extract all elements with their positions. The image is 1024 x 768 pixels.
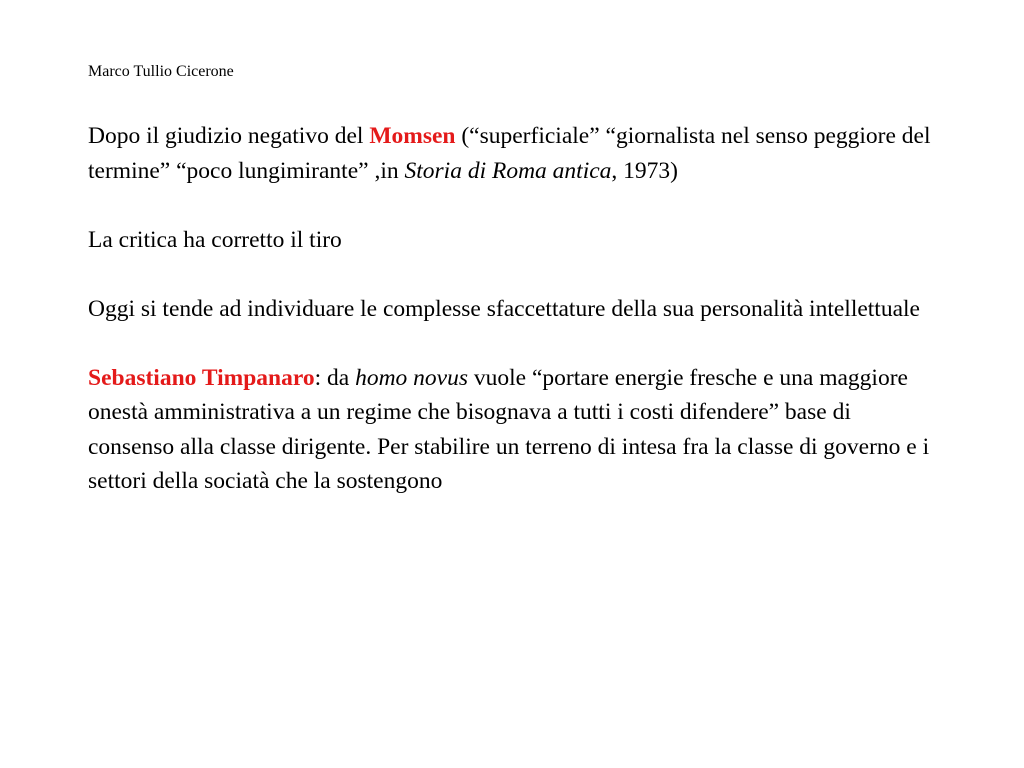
highlight-name-momsen: Momsen (369, 123, 456, 149)
slide-body (88, 119, 938, 499)
paragraph-spacer (88, 326, 938, 361)
slide-header: Marco Tullio Cicerone (88, 63, 234, 80)
paragraph-mommsen-judgement (88, 119, 938, 188)
paragraph-timpanaro (88, 361, 938, 499)
latin-term: homo novus (355, 364, 468, 391)
highlight-name-timpanaro: Sebastiano Timpanaro (88, 364, 315, 391)
book-title: Storia di Roma antica (404, 157, 612, 184)
paragraph-oggi: Oggi si tende ad individuare le complesse sfaccettature della sua personalità intellettuale (88, 295, 920, 322)
paragraph-tail-text: , 1973) (611, 157, 678, 184)
paragraph-spacer (88, 188, 938, 223)
paragraph-colon-text: : da (314, 364, 356, 391)
paragraph-spacer (88, 257, 938, 292)
paragraph-rest-text: vuole “portare energie fresche e una maggiore onestà amministrativa a un regime che bisognava a tutti i costi difendere” base di consenso alla classe dirigente. Per stabilire un terreno di intesa fra la classe di governo e i settori della sociatà che la sostengono (88, 364, 930, 494)
paragraph-quotes-text: (“superficiale” “giornalista nel senso peggiore del termine” “poco lungimirante” ,in (88, 123, 931, 184)
paragraph-lead-text: Dopo il giudizio negativo del (88, 123, 370, 149)
paragraph-critica: La critica ha corretto il tiro (88, 226, 342, 253)
